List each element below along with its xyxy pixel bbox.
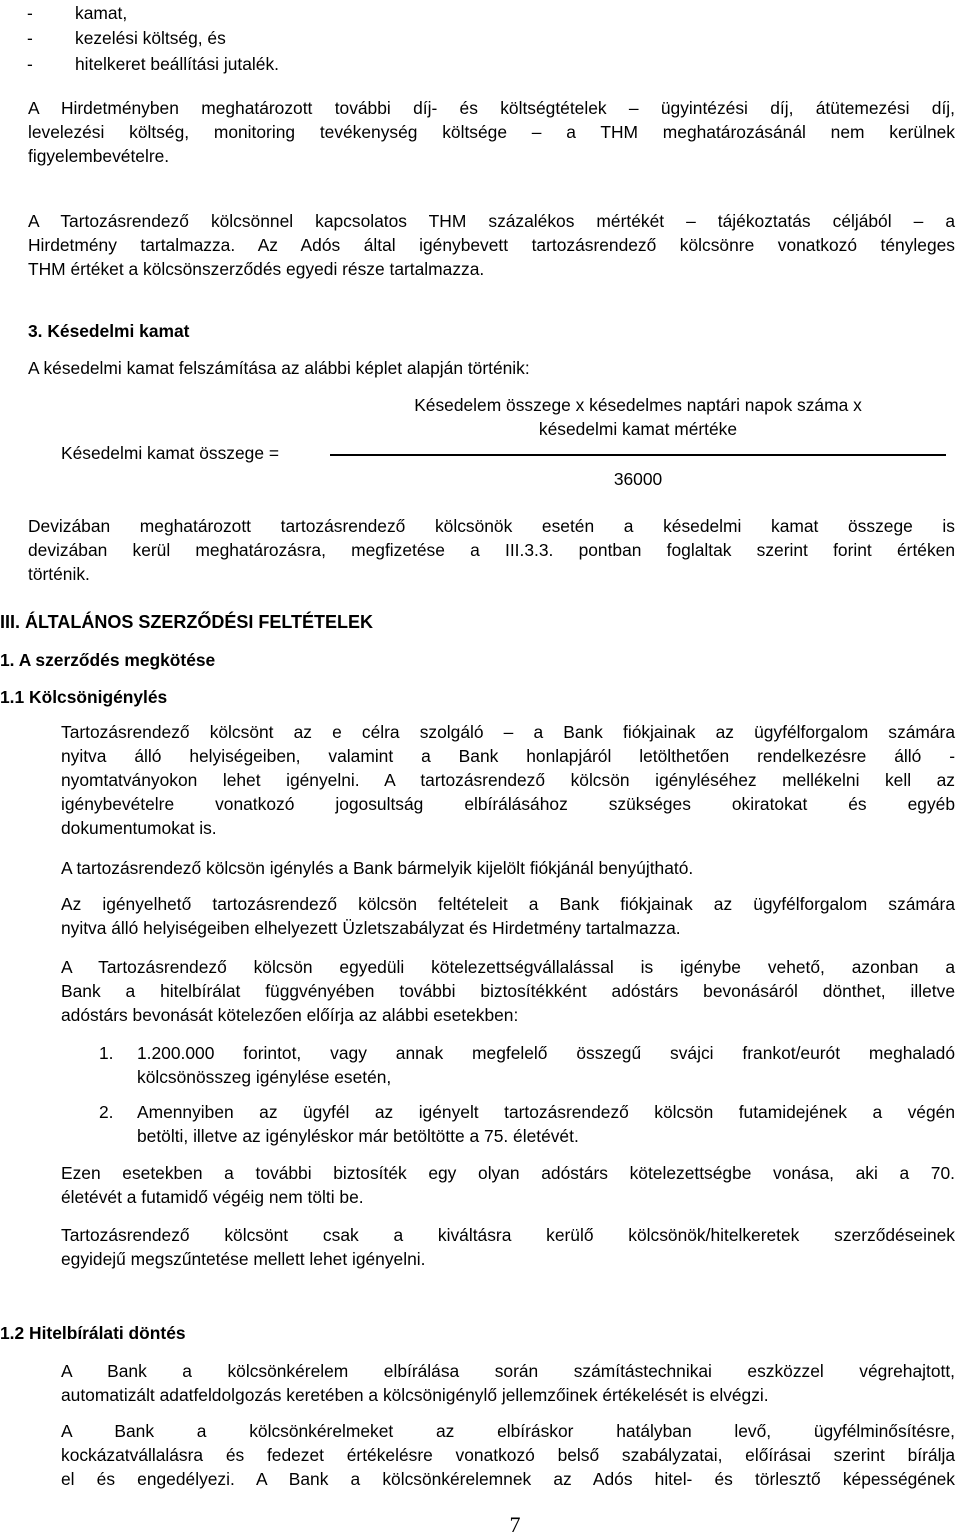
subsection-heading: 1.1 Kölcsönigénylés [0,687,168,707]
section-intro: A késedelmi kamat felszámítása az alábbi képlet alapján történik: [28,358,530,378]
section-heading: 1. A szerződés megkötése [0,650,216,670]
subsection-heading: 1.2 Hitelbírálati döntés [0,1323,186,1343]
paragraph: Tartozásrendező kölcsönt az e célra szolgáló – a Bank fiókjainak az ügyfélforgalom számára nyitva álló helyiségeiben, valamint a Bank honlapjáról letölthetően rendelkezésre álló - nyomtatványokon lehet igényelni. A tartozásrendező kölcsön igényléséhez mellékelni kell az igénybevételre vonatkozó jogosultság elbírálásához szükséges okiratokat és egyéb dokumentumokat is. [61,722,955,838]
fraction-bar [330,454,946,456]
page-number: 7 [509,1512,521,1537]
paragraph: Tartozásrendező kölcsönt csak a kiváltásra kerülő kölcsönök/hitelkeretek szerződéseinek egyidejű megszűntetése mellett lehet igényelni. [61,1225,955,1269]
formula-numerator: Késedelem összege x késedelmes naptári napok száma x késedelmi kamat mértéke [414,395,862,439]
paragraph: Az igényelhető tartozásrendező kölcsön feltételeit a Bank fiókjainak az ügyfélforgalom számára nyitva álló helyiségeiben elhelyezett Üzletszabályzat és Hirdetmény tartalmazza. [61,894,955,938]
chapter-heading: III. ÁLTALÁNOS SZERZŐDÉSI FELTÉTELEK [0,612,373,632]
paragraph: Ezen esetekben a további biztosíték egy olyan adóstárs kötelezettségbe vonása, aki a 70. életévét a futamidő végéig nem tölti be. [61,1163,955,1207]
paragraph-fees: A Hirdetményben meghatározott további díj- és költségtételek – ügyintézési díj, átütemezési díj, levelezési költség, monitoring tevékenység költsége – a THM meghatározásánál nem kerülnek figyelembevételre. [28,98,955,166]
paragraph-thm: A Tartozásrendező kölcsönnel kapcsolatos THM százalékos mértékét – tájékoztatás céljából – a Hirdetmény tartalmazza. Az Adós által igénybevett tartozásrendező kölcsönre vonatkozó tényleges THM értéket a kölcsönszerződés egyedi része tartalmazza. [28,211,955,279]
paragraph: A tartozásrendező kölcsön igénylés a Bank bármelyik kijelölt fiókjánál benyújtható. [61,858,694,878]
formula-label: Késedelmi kamat összege = [61,443,279,463]
paragraph: A Bank a kölcsönkérelem elbírálása során számítástechnikai eszközzel végrehajtott, automatizált adatfeldolgozás keretében a kölcsönigénylő jellemzőinek értékelését is elvégzi. [61,1361,955,1405]
section-heading: 3. Késedelmi kamat [28,321,190,341]
list-number: 2. [99,1102,114,1122]
list-number: 1. [99,1043,114,1063]
paragraph: A Bank a kölcsönkérelmeket az elbíráskor hatályban levő, ügyfélminősítésre, kockázatvállalásra és fedezet értékelésre vonatkozó belső szabályzatai, előírásai szerint bírálja el és engedélyezi. A Bank a kölcsönkérelemnek az Adós hitel- és törlesztő képességének [61,1421,955,1489]
paragraph: A Tartozásrendező kölcsön egyedüli kötelezettségvállalással is igénybe vehető, azonban a Bank a hitelbírálat függvényében további biztosítékként adóstárs bevonásáról dönthet, illetve adóstárs bevonását kötelezően előírja az alábbi esetekben: [61,957,955,1025]
formula-denominator: 36000 [613,469,663,489]
paragraph-deviza: Devizában meghatározott tartozásrendező kölcsönök esetén a késedelmi kamat összege is devizában kerül meghatározásra, megfizetése a III.3.3. pontban foglaltak szerint forint értéken történik. [28,516,955,584]
